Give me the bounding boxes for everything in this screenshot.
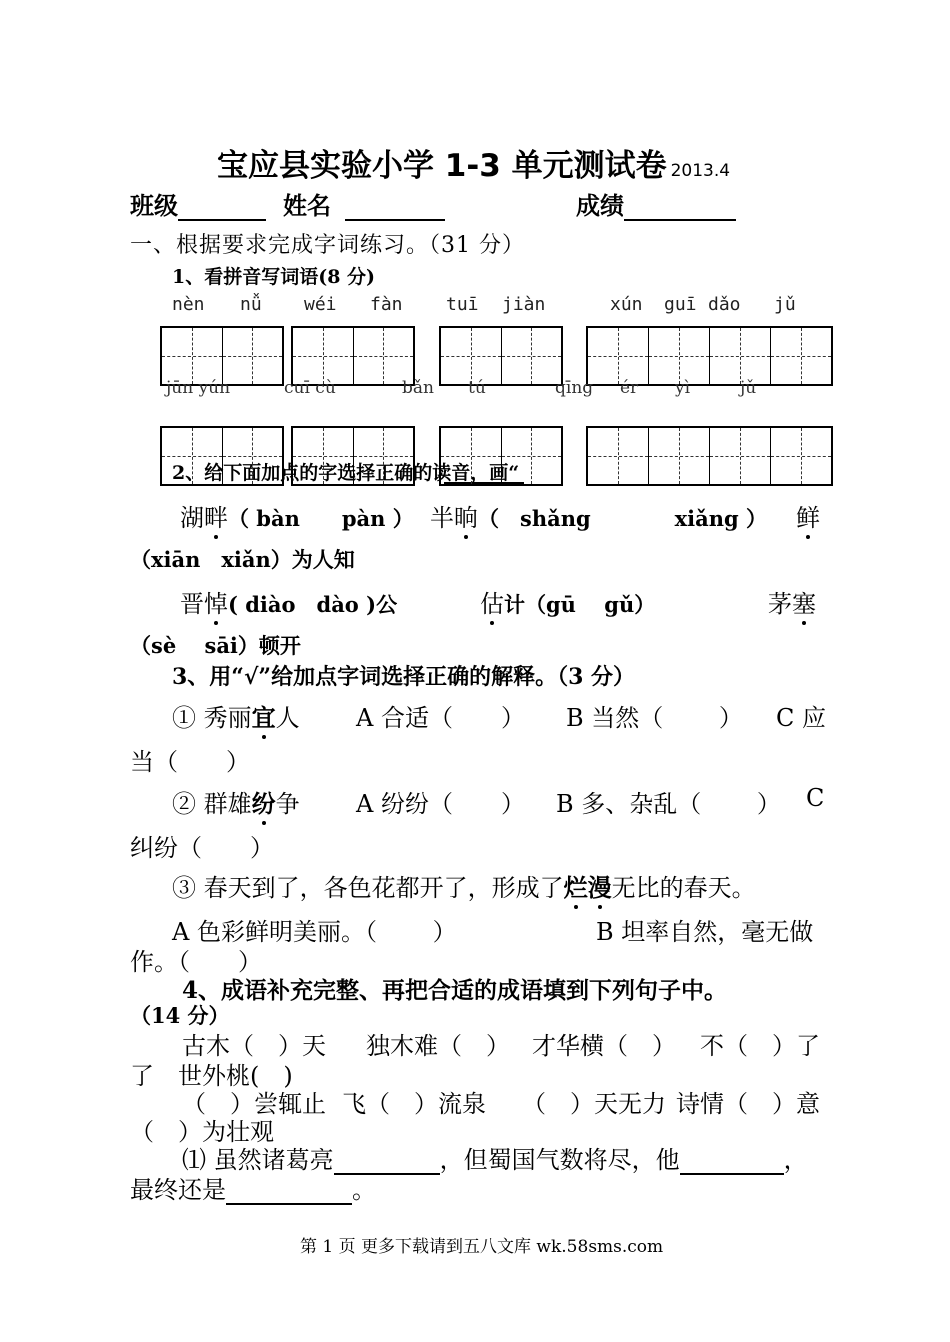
q3-item3-b[interactable]: B 坦率自然，毫无做	[596, 918, 814, 946]
item-text: ① 秀丽	[172, 704, 252, 732]
item-text: ② 群雄	[172, 790, 252, 818]
pinyin: dǎo	[708, 294, 741, 315]
class-label: 班级	[130, 192, 178, 220]
sentence-text: 最终还是	[130, 1176, 226, 1204]
q4-sentence2	[130, 1170, 376, 1205]
writing-grid[interactable]	[160, 326, 284, 386]
char: 半	[430, 504, 454, 532]
sentence-text: ，但蜀国气数将尽，他	[439, 1146, 680, 1174]
score-blank[interactable]	[624, 195, 736, 221]
char: 茅	[768, 590, 792, 618]
idiom[interactable]: 不（ ）了	[700, 1032, 820, 1060]
idiom[interactable]: （ ）尝辄止	[182, 1090, 326, 1118]
pinyin: jūn yún	[166, 378, 231, 398]
name-blank[interactable]	[345, 195, 445, 221]
pinyin-options[interactable]: （ bàn pàn ）	[228, 506, 414, 531]
q3-item1-a[interactable]: A 合适（ ）	[356, 704, 525, 732]
pinyin-options[interactable]: （xiān xiǎn）为人知	[130, 547, 355, 572]
writing-grid[interactable]	[586, 326, 833, 386]
dotted-char: 烂	[563, 873, 588, 902]
idiom-wrap[interactable]: （ ）为壮观	[130, 1118, 274, 1146]
writing-grid[interactable]	[439, 426, 563, 486]
class-blank[interactable]	[178, 195, 266, 221]
item-text: 人	[275, 704, 300, 732]
q3-item2-a[interactable]: A 纷纷（ ）	[356, 790, 525, 818]
idiom[interactable]: 诗情（ ）意	[676, 1090, 820, 1118]
writing-grid[interactable]	[160, 426, 284, 486]
title-date: 2013.4	[670, 161, 731, 181]
writing-grid[interactable]	[291, 326, 415, 386]
pinyin: nèn	[172, 294, 205, 315]
q2-line3c	[768, 584, 816, 619]
dotted-char: 悼	[204, 590, 228, 618]
pinyin: xún	[610, 294, 643, 315]
q2-line3b	[480, 584, 655, 619]
dotted-char: 畔	[204, 504, 228, 532]
q3-item1	[172, 698, 300, 733]
pinyin-options[interactable]: （ shǎng xiǎng ）	[478, 506, 768, 531]
answer-blank[interactable]	[226, 1179, 352, 1205]
sentence-text: ，	[783, 1146, 808, 1174]
pinyin-options[interactable]: （sè sāi）顿开	[130, 633, 301, 658]
pinyin: tuī	[446, 294, 479, 315]
q3-item2-c[interactable]: C	[806, 784, 825, 812]
q3-item2-wrap[interactable]: 纠纷（ ）	[130, 834, 274, 862]
item-text: ③ 春天到了，各色花都开了，形成了	[172, 874, 564, 902]
idiom-wrap[interactable]: 了 世外桃( )	[130, 1062, 293, 1090]
idiom[interactable]: 古木（ ）天	[182, 1032, 326, 1060]
idiom[interactable]: 才华横（ ）	[532, 1032, 676, 1060]
idiom[interactable]: 飞（ ）流泉	[342, 1090, 486, 1118]
dotted-char: 塞	[792, 590, 816, 618]
q3-item1-wrap[interactable]: 当（ ）	[130, 748, 250, 776]
pinyin: fàn	[370, 294, 403, 315]
pinyin-options[interactable]: 计（gū gǔ）	[504, 592, 656, 617]
pinyin: jiàn	[502, 294, 546, 315]
writing-grid[interactable]	[439, 326, 563, 386]
pinyin: tú	[468, 378, 486, 398]
q3-item3-wrap[interactable]: 作。（ ）	[130, 948, 262, 976]
writing-grid[interactable]	[291, 426, 415, 486]
dotted-char: 晌	[454, 504, 478, 532]
idiom[interactable]: 独木难（ ）	[366, 1032, 510, 1060]
q3-item3-a[interactable]: A 色彩鲜明美丽。（ ）	[172, 918, 457, 946]
writing-grid[interactable]	[586, 426, 833, 486]
score-field	[576, 186, 736, 221]
class-field	[130, 186, 266, 221]
section1-heading: 一、根据要求完成字词练习。（31 分）	[130, 233, 525, 258]
pinyin-options[interactable]: ( diào dào )公	[228, 592, 398, 617]
score-label: 成绩	[576, 192, 624, 220]
q3-item2-b[interactable]: B 多、杂乱（ ）	[556, 790, 781, 818]
item-text: 无比的春天。	[611, 874, 756, 902]
q2-title: 2、给下面加点的字选择正确的读音，画“	[172, 462, 520, 484]
q2-line1b	[430, 498, 767, 533]
q2-line4	[130, 630, 301, 660]
title-text: 宝应县实验小学 1-3 单元测试卷	[217, 148, 667, 184]
idiom[interactable]: （ ）天无力	[522, 1090, 666, 1118]
dotted-char: 估	[480, 590, 504, 618]
dotted-char: 鲜	[796, 504, 820, 532]
answer-blank[interactable]	[680, 1149, 784, 1175]
q3-item3	[172, 868, 756, 903]
dotted-char: 漫	[587, 873, 612, 902]
q2-line2	[130, 544, 355, 574]
q3-item1-c[interactable]: C 应	[776, 704, 826, 732]
q2-line1c	[796, 498, 820, 533]
q3-item1-b[interactable]: B 当然（ ）	[566, 704, 743, 732]
dotted-char: 纷	[251, 789, 276, 818]
pinyin: bǎn	[402, 378, 434, 398]
pinyin: cuī cù	[284, 378, 336, 398]
pinyin: ér	[620, 378, 639, 398]
q4-points: （14 分）	[130, 1003, 230, 1028]
pinyin: nǚ	[240, 294, 262, 315]
char: 晋	[180, 590, 204, 618]
pinyin: qīng	[555, 378, 594, 398]
pinyin: jǔ	[774, 294, 796, 315]
q3-item2	[172, 784, 300, 819]
q1-title: 1、看拼音写词语(8 分)	[172, 266, 376, 288]
q2-line1	[180, 498, 414, 533]
page-footer: 第 1 页 更多下载请到五八文库 wk.58sms.com	[300, 1237, 664, 1257]
char: 湖	[180, 504, 204, 532]
name-label: 姓名	[283, 192, 331, 220]
sentence-text: 。	[352, 1176, 376, 1204]
pinyin: guī	[664, 294, 697, 315]
dotted-char: 宜	[251, 703, 276, 732]
item-text: 争	[275, 790, 300, 818]
pinyin: jǔ	[740, 378, 757, 398]
q3-title: 3、用“√”给加点字词选择正确的解释。（3 分）	[172, 664, 636, 690]
q4-title: 4、成语补充完整、再把合适的成语填到下列句子中。	[182, 977, 728, 1004]
page-title	[217, 140, 730, 185]
pinyin: wéi	[304, 294, 337, 315]
name-field	[283, 186, 445, 221]
sentence-text: ⑴ 虽然诸葛亮	[182, 1146, 334, 1174]
pinyin: yì	[675, 378, 691, 398]
q2-line3a	[180, 584, 397, 619]
